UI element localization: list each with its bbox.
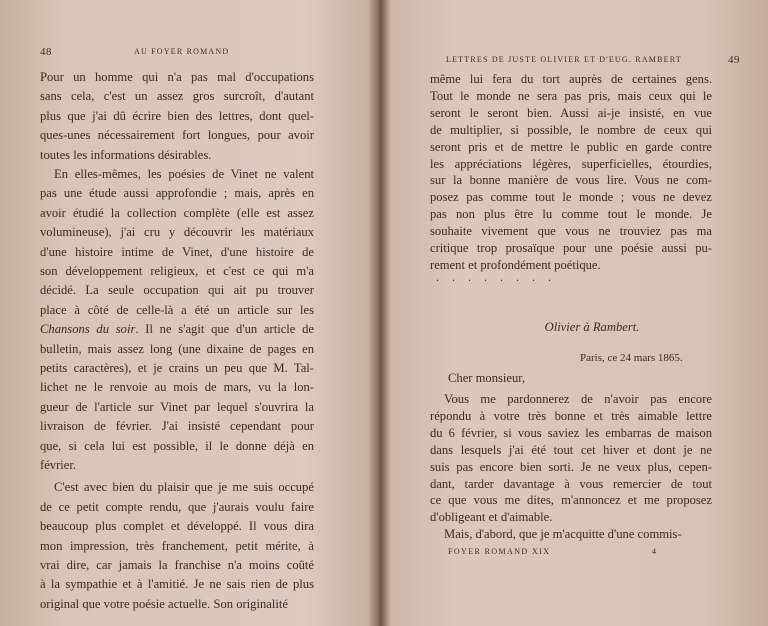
text-line: petits caractères), et je crains un peu que M. Tal- <box>40 361 314 375</box>
text-line: place à côté de celle-là a été un article sur les <box>40 302 314 317</box>
left-running-head: AU FOYER ROMAND <box>134 47 230 56</box>
left-page <box>0 0 382 626</box>
text-line: ques-unes nécessairement fort longues, pour avoir <box>40 128 314 143</box>
dateline: Paris, ce 24 mars 1865. <box>580 352 683 364</box>
text-line: seront le seront bien. Aussi ai-je insisté, en vue <box>430 105 712 120</box>
text-line: dans lesquels j'ai été tout cet hiver et dont je ne <box>430 442 712 457</box>
text-line: Chansons du soir. Il ne s'agit que d'un article de <box>40 322 314 337</box>
text-line: à la sympathie et à l'amitié. Je ne sais rien de plus <box>40 577 314 592</box>
text-line: Tout le monde ne sera pas pris, mais ceux qui le <box>430 88 712 103</box>
text-line: répondu à votre très bonne et très aimable lettre <box>430 408 712 423</box>
text-line: sans cela, c'est un assez gros surcroît, d'autant <box>40 89 314 104</box>
text-line: Pour un homme qui n'a pas mal d'occupations <box>40 70 314 84</box>
text-line: d'une histoire intime de Vinet, d'une histoire de <box>40 244 314 259</box>
text-line: seront pris et de mettre le public en garde contre <box>430 139 712 154</box>
right-page <box>384 0 768 626</box>
text-line: dant, tarder davantage à vous remercier de tout <box>430 476 712 491</box>
text-line: Vous me pardonnerez de n'avoir pas encore <box>444 392 712 406</box>
text-line: rement et profondément poétique. <box>430 257 601 272</box>
footer-signature: FOYER ROMAND XIX <box>448 547 551 556</box>
text-line: du 6 février, si vous saviez les embarras de maison <box>430 425 712 440</box>
text-line: même lui fera du tort auprès de certaines gens. <box>430 72 712 86</box>
text-line: février. <box>40 458 77 472</box>
ellipsis-divider: ........ <box>436 270 564 284</box>
text-line: décidé. La seule occupation qui ait pu trouver <box>40 283 314 298</box>
text-line: suis pas encore bien sorti. Je ne veux plus, cepen- <box>430 459 712 474</box>
text-line: Mais, d'abord, que je m'acquitte d'une commis- <box>444 527 682 542</box>
text-line: que, si cela lui est possible, il le donne déjà en <box>40 438 314 453</box>
text-line: En elles-mêmes, les poésies de Vinet ne valent <box>54 167 314 181</box>
text-line: pas une étude aussi approfondie ; mais, après en <box>40 186 314 201</box>
footer-signature-number: 4 <box>652 547 658 556</box>
salutation: Cher monsieur, <box>448 371 526 385</box>
text-line: bulletin, mais assez long (une dixaine de pages en <box>40 341 314 356</box>
text-line: gueur de l'article sur Vinet par lequel s'ouvrira la <box>40 399 314 414</box>
text-line: toutes les informations désirables. <box>40 147 212 162</box>
text-line: critique trop prosaïque pour une poésie aussi pu- <box>430 241 712 255</box>
text-line: C'est avec bien du plaisir que je me suis occupé <box>54 480 314 495</box>
text-line: lichet ne le renvoie au mois de mars, vu la lon- <box>40 380 314 395</box>
text-line: avoir étudié la collection complète (elle est assez <box>40 205 314 220</box>
text-line: sur la bonne manière de vous lire. Vous ne com- <box>430 173 712 188</box>
text-line: de multiplier, si possible, le nombre de ceux qui <box>430 122 712 137</box>
text-line: ce que vous me dites, m'annoncez et me proposez <box>430 493 712 508</box>
right-page-number: 49 <box>728 54 740 66</box>
text-line: de ce petit compte rendu, que j'aurais voulu faire <box>40 499 314 514</box>
text-line: posez pas comme tout le monde ; vous ne devez <box>430 190 712 205</box>
italic-title: Chansons du soir <box>40 322 136 337</box>
text-line: d'obligeant et d'aimable. <box>430 510 553 525</box>
text-line: pas non plus être lu comme tout le monde. Je <box>430 207 712 222</box>
text-line: plus que j'ai dû écrire bien des lettres, dont quel- <box>40 108 314 123</box>
right-running-head: LETTRES DE JUSTE OLIVIER ET D'EUG. RAMBERT <box>446 55 682 64</box>
text-line: souhaite vivement que vous ne trouviez pas ma <box>430 224 712 239</box>
text-line: livraison de février. J'ai insisté cependant pour <box>40 419 314 434</box>
text-line: son développement religieux, et c'est ce qui m'a <box>40 264 314 278</box>
text-line: les appréciations légères, superficielles, étourdies, <box>430 156 712 171</box>
text-line: volumineuse), j'ai cru y découvrir les matériaux <box>40 225 314 240</box>
text-line: vrai dire, car jamais la franchise n'a moins coûté <box>40 558 314 572</box>
text-line: mon impression, très franchement, petit mérite, à <box>40 538 314 553</box>
text-line: beaucoup plus complet et développé. Il vous dira <box>40 519 314 534</box>
left-page-number: 48 <box>40 46 52 58</box>
text-line: original que votre poésie actuelle. Son originalité <box>40 596 288 611</box>
letter-heading: Olivier à Rambert. <box>544 320 640 334</box>
